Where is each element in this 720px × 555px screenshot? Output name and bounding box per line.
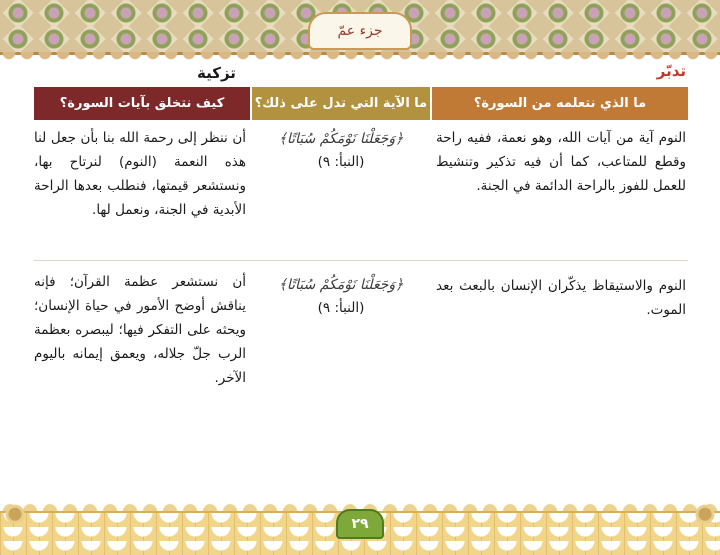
row1-verse-reference: (النبأ: ٩): [317, 154, 365, 170]
juz-title-badge: [308, 12, 412, 50]
row-divider: [34, 260, 688, 261]
corner-ornament-icon: [2, 501, 28, 523]
column-header-evidence-label: ما الآية التي تدل على ذلك؟: [254, 96, 428, 111]
row1-lesson-text: النوم آية من آيات الله، وهو نعمة، ففيه راحة وقطع للمتاعب، كما أن فيه تذكير وتنشيط للعمل للفوز بالراحة الدائمة في الجنة.: [436, 130, 686, 194]
row1-verse-box: [252, 128, 430, 174]
row1-character-text: أن ننظر إلى رحمة الله بنا بأن جعل لنا هذه النعمة (النوم) لنرتاح بها، ونستشعر قيمتها، فنطلب بعدها الراحة الأبدية في الجنة، ونعمل لها.: [34, 130, 246, 218]
row2-character-text: أن نستشعر عظمة القرآن؛ فإنه يناقش أوضح الأمور في حياة الإنسان؛ ويحثه على التفكر فيها؛ ليبصره بعظمة الرب جلّ جلاله، ويعمق إيمانه باليوم الآخر.: [34, 274, 246, 386]
column-header-lesson: [432, 87, 688, 120]
row2-verse-text: ﴿وَجَعَلْنَا نَوْمَكُمْ سُبَاتًا﴾: [278, 277, 404, 293]
column-header-evidence: [252, 87, 430, 120]
row2-verse-box: [252, 274, 430, 320]
section-label-tadabbur: تدبّر: [656, 62, 686, 80]
row2-verse-reference: (النبأ: ٩): [317, 300, 365, 316]
page-number-badge: [336, 509, 384, 539]
page-number: ٢٩: [351, 516, 369, 532]
section-label-tazkiya: تزكية: [197, 64, 236, 82]
column-header-character-label: كيف نتخلق بآيات السورة؟: [59, 96, 225, 111]
row2-lesson-text: النوم والاستيقاظ يذكّران الإنسان بالبعث بعد الموت.: [436, 278, 686, 318]
column-header-lesson-label: ما الذي نتعلمه من السورة؟: [473, 96, 647, 111]
juz-title: جزء عمّ: [337, 23, 383, 39]
corner-ornament-icon: [692, 501, 718, 523]
row1-verse-text: ﴿وَجَعَلْنَا نَوْمَكُمْ سُبَاتًا﴾: [278, 131, 404, 147]
column-header-character: [34, 87, 250, 120]
